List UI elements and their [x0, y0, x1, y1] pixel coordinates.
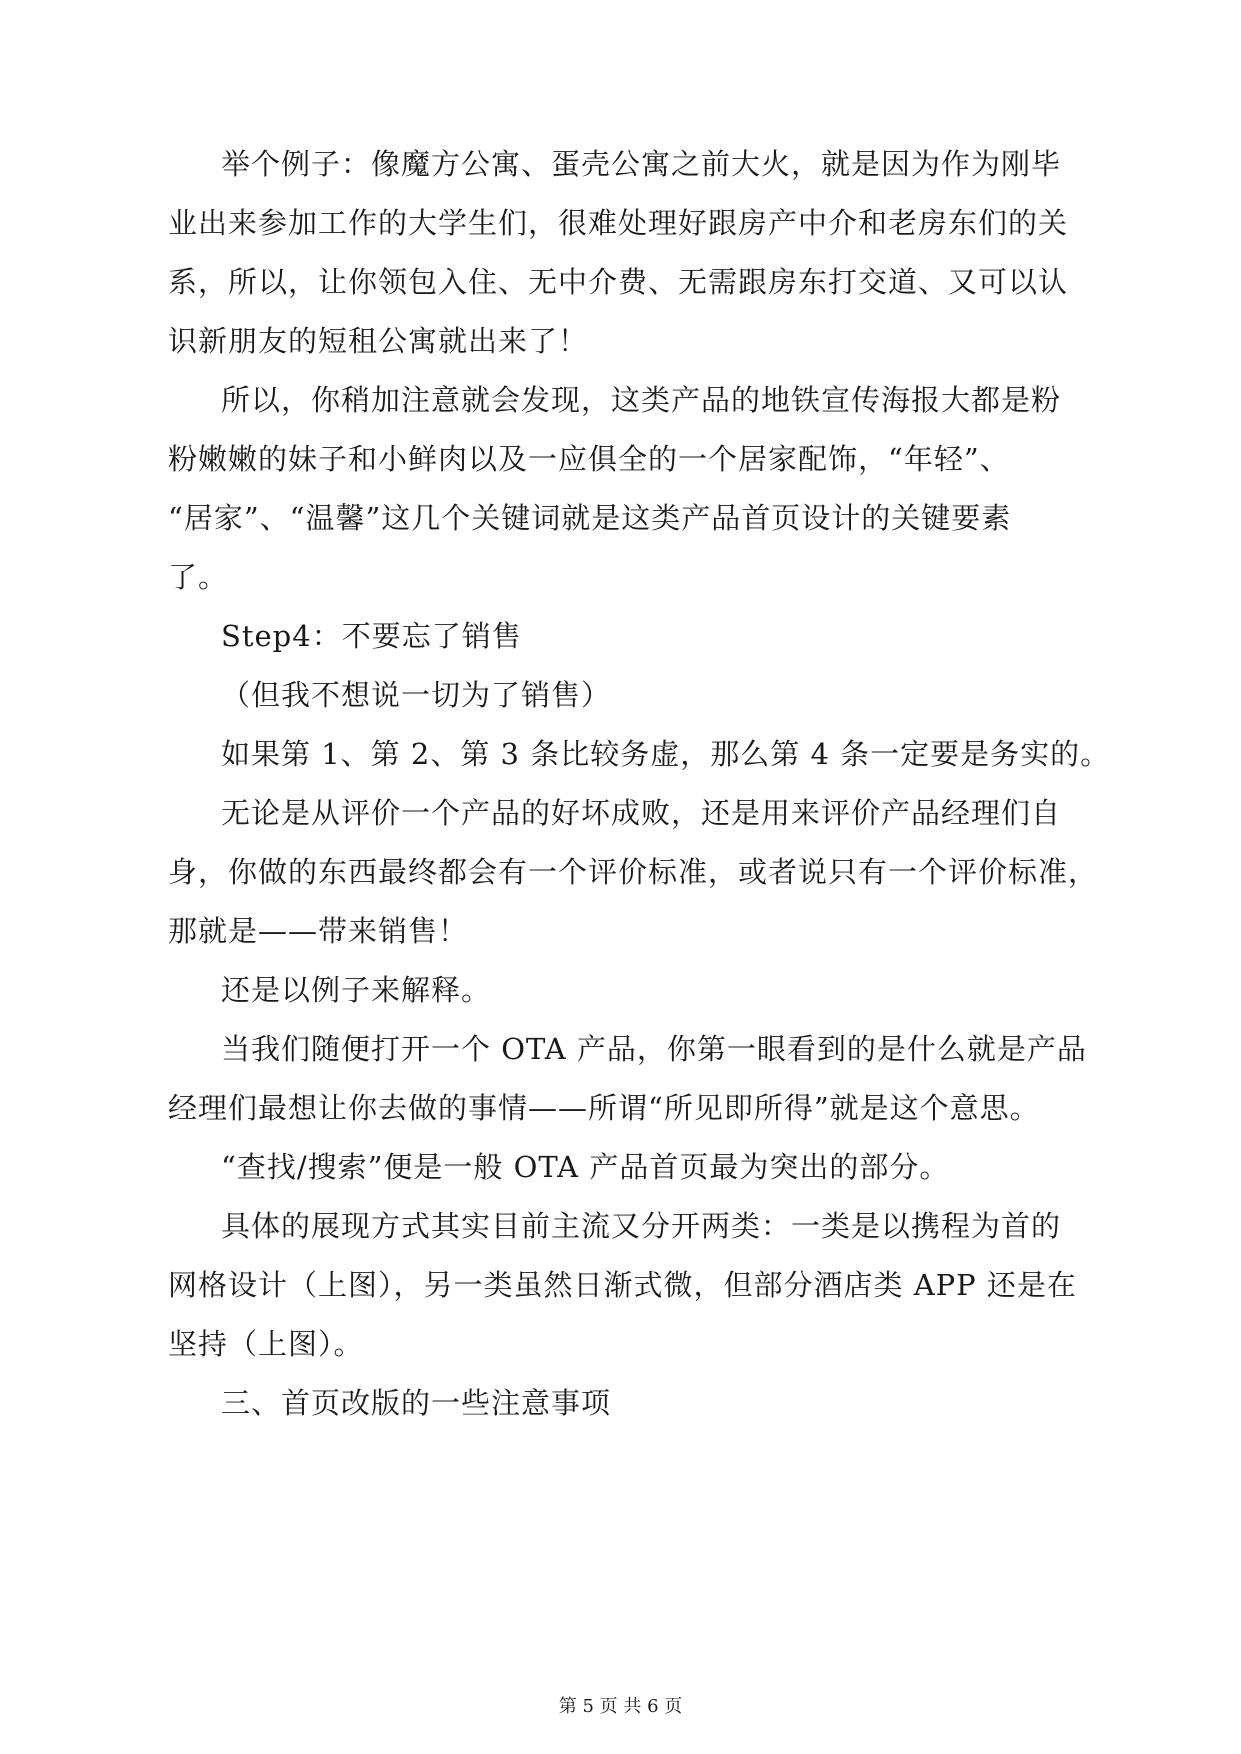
paragraph-line: 举个例子：像魔方公寓、蛋壳公寓之前大火，就是因为作为刚毕 — [221, 147, 1062, 181]
paragraph-line: 所以，你稍加注意就会发现，这类产品的地铁宣传海报大都是粉 — [221, 383, 1062, 417]
paragraph-line: 经理们最想让你去做的事情——所谓“所见即所得”就是这个意思。 — [168, 1091, 1040, 1125]
paragraph-line: “居家”、“温馨”这几个关键词就是这类产品首页设计的关键要素 — [168, 501, 1012, 535]
paragraph-line: “查找/搜索”便是一般 OTA 产品首页最为突出的部分。 — [221, 1150, 950, 1184]
paragraph-line: 业出来参加工作的大学生们，很难处理好跟房产中介和老房东们的关 — [168, 206, 1069, 240]
paragraph-line: 当我们随便打开一个 OTA 产品，你第一眼看到的是什么就是产品 — [221, 1032, 1087, 1066]
paragraph-line: 系，所以，让你领包入住、无中介费、无需跟房东打交道、又可以认 — [168, 265, 1069, 299]
paragraph-line: 识新朋友的短租公寓就出来了！ — [168, 324, 589, 358]
paragraph-line: 粉嫩嫩的妹子和小鲜肉以及一应俱全的一个居家配饰，“年轻”、 — [168, 442, 1010, 476]
page-footer: 第 5 页 共 6 页 — [558, 1696, 683, 1717]
paragraph-line: 无论是从评价一个产品的好坏成败，还是用来评价产品经理们自 — [221, 796, 1062, 830]
paragraph-line: 身，你做的东西最终都会有一个评价标准，或者说只有一个评价标准， — [168, 855, 1099, 889]
paragraph-line: 还是以例子来解释。 — [221, 973, 492, 1007]
paragraph-line: （但我不想说一切为了销售） — [221, 678, 612, 712]
paragraph-line: 如果第 1、第 2、第 3 条比较务虚，那么第 4 条一定要是务实的。 — [221, 737, 1111, 771]
section-subheading: Step4：不要忘了销售 — [221, 619, 522, 653]
paragraph-line: 坚持（上图）。 — [168, 1327, 364, 1361]
paragraph-line: 了。 — [168, 560, 229, 594]
paragraph-line: 网格设计（上图），另一类虽然日渐式微，但部分酒店类 APP 还是在 — [168, 1268, 1077, 1302]
section-heading: 三、首页改版的一些注意事项 — [221, 1386, 612, 1420]
paragraph-line: 具体的展现方式其实目前主流又分开两类：一类是以携程为首的 — [221, 1209, 1062, 1243]
paragraph-line: 那就是——带来销售！ — [168, 914, 469, 948]
